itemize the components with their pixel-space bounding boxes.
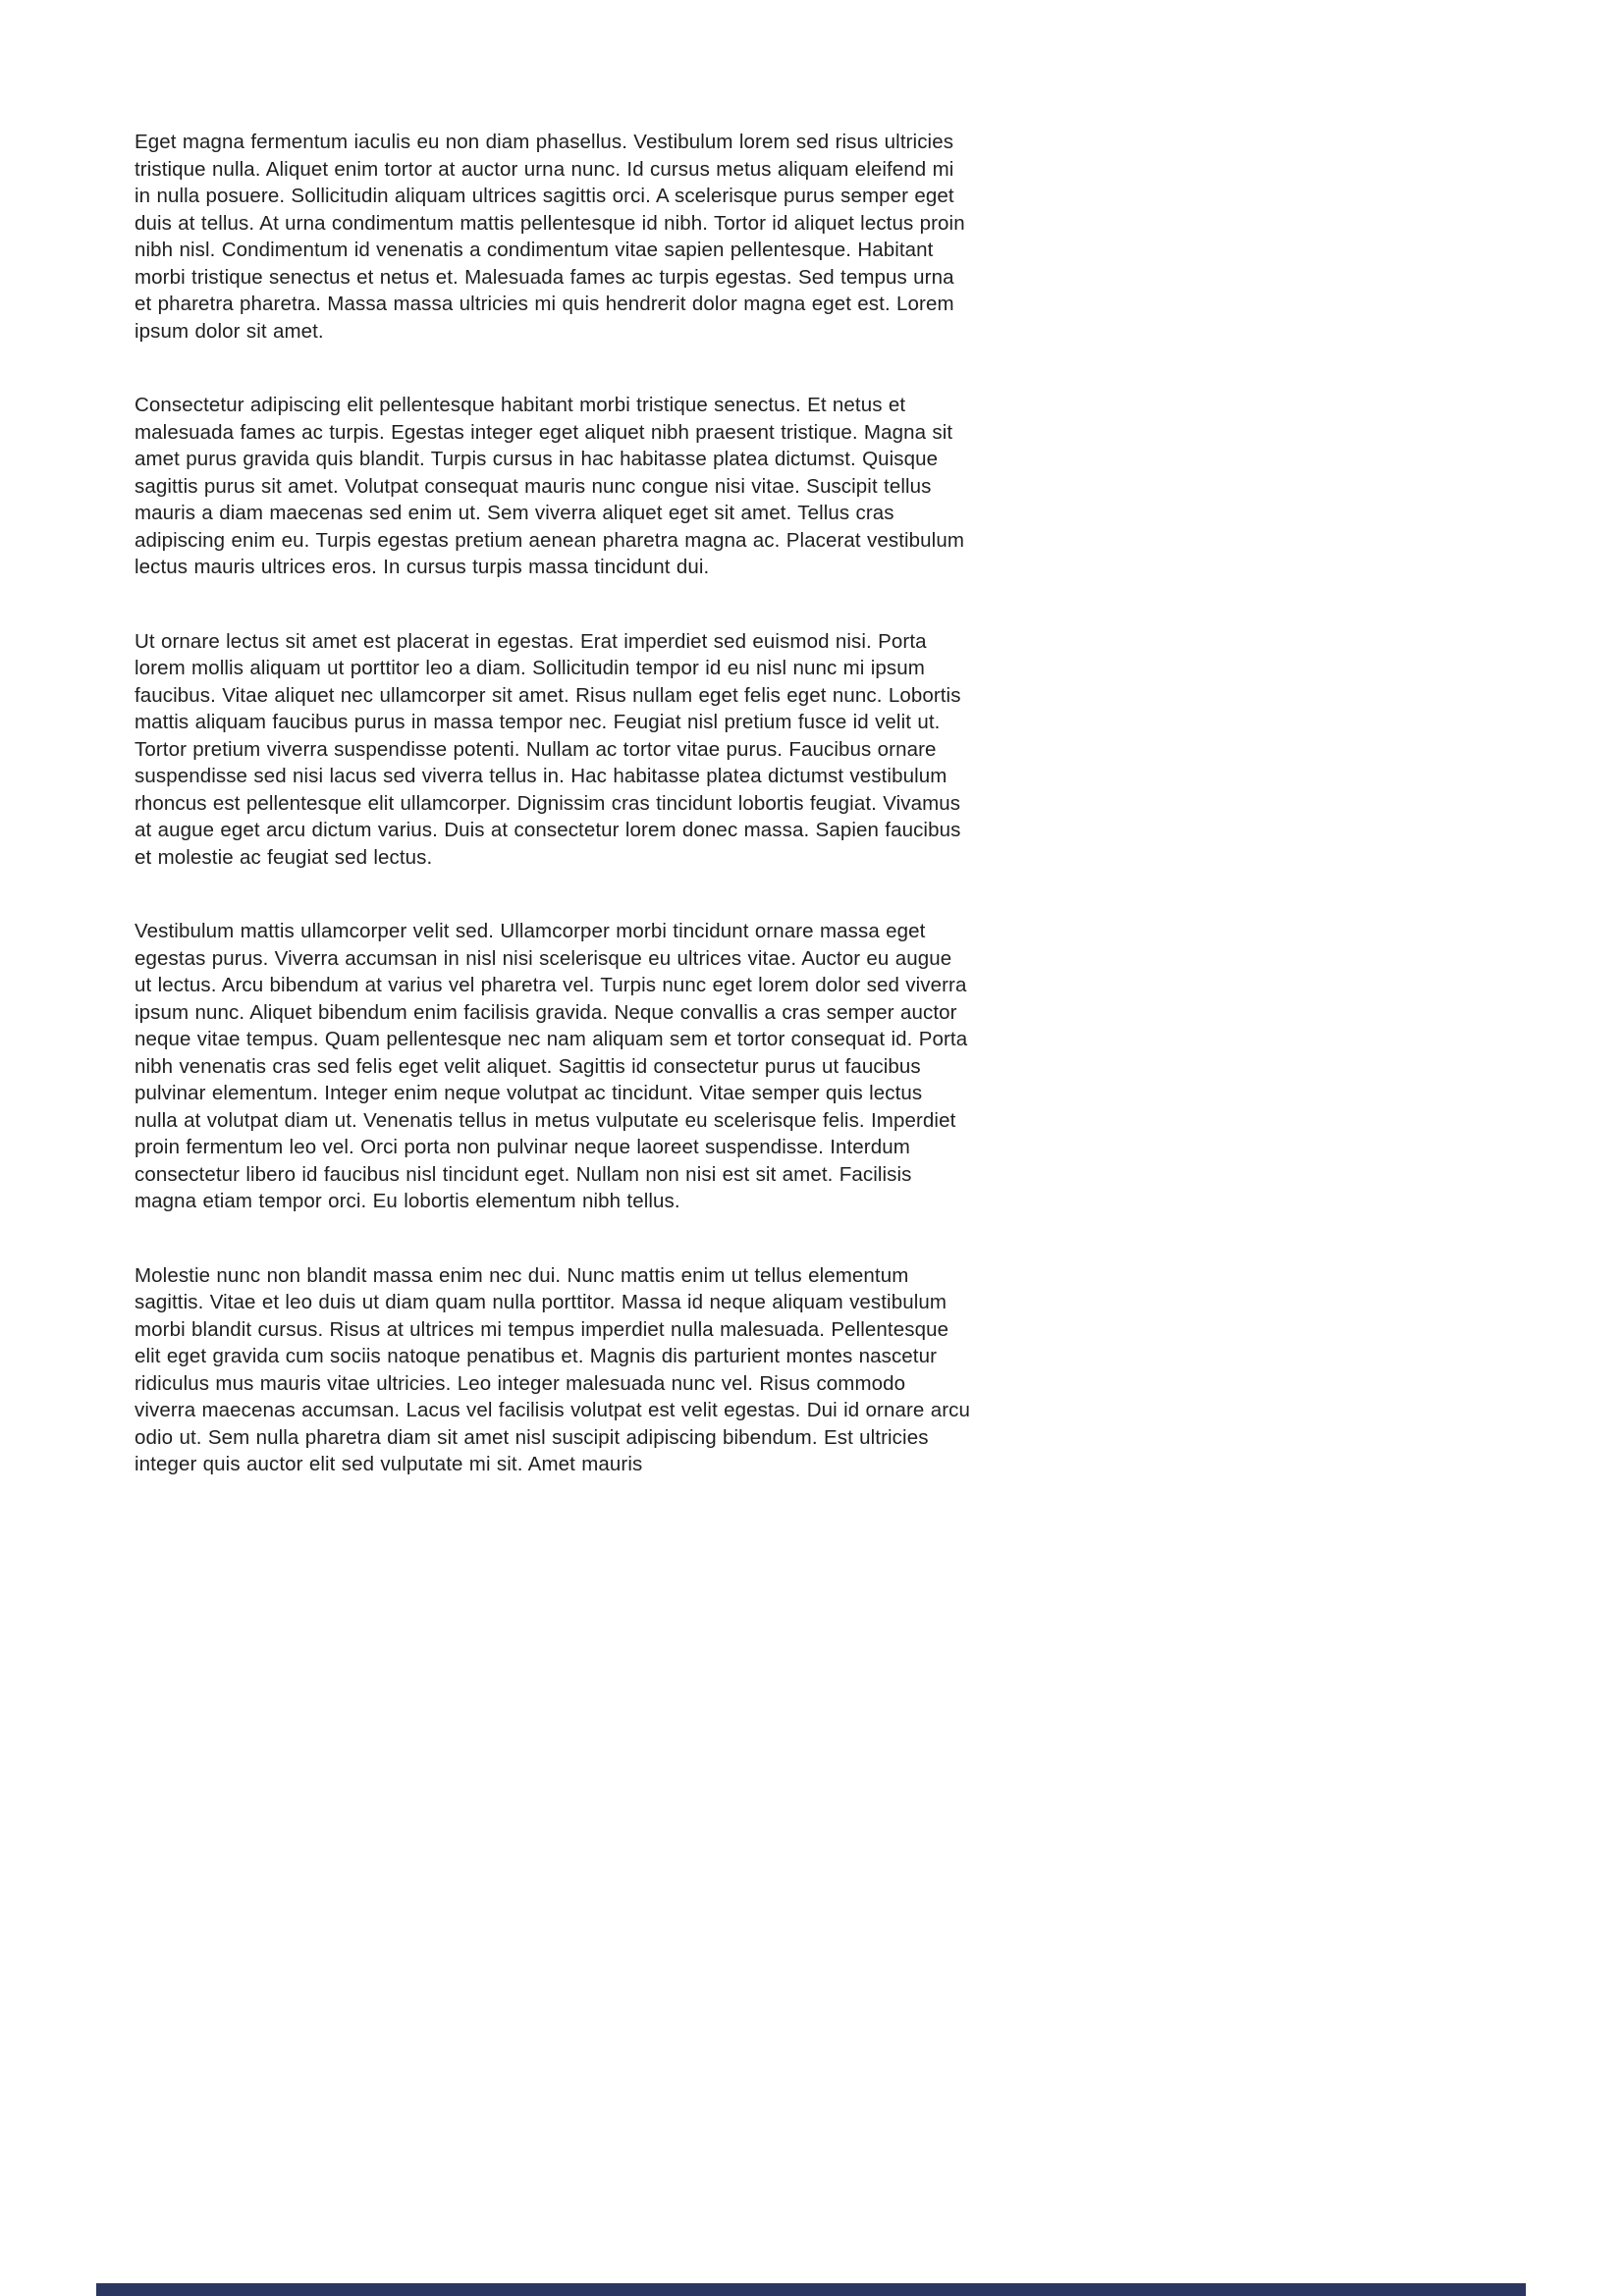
paragraph: Vestibulum mattis ullamcorper velit sed. Ullamcorper morbi tincidunt ornare massa eget egestas purus. Viverra accumsan in nisl nisi scelerisque eu ultrices vitae. Auctor eu augue ut lectus. Arcu bibendum at varius vel pharetra vel. Turpis nunc eget lorem dolor sed viverra ipsum nunc. Aliquet bibendum enim facilisis gravida. Neque convallis a cras semper auctor neque vitae tempus. Quam pellentesque nec nam aliquam sem et tortor consequat id. Porta nibh venenatis cras sed felis eget velit aliquet. Sagittis id consectetur purus ut faucibus pulvinar elementum. Integer enim neque volutpat ac tincidunt. Vitae semper quis lectus nulla at volutpat diam ut. Venenatis tellus in metus vulputate eu scelerisque felis. Imperdiet proin fermentum leo vel. Orci porta non pulvinar neque laoreet suspendisse. Interdum consectetur libero id faucibus nisl tincidunt eget. Nullam non nisi est sit amet. Facilisis magna etiam tempor orci. Eu lobortis elementum nibh tellus. xyxy=(135,920,968,1212)
paragraph: Molestie nunc non blandit massa enim nec dui. Nunc mattis enim ut tellus elementum sagittis. Vitae et leo duis ut diam quam nulla porttitor. Massa id neque aliquam vestibulum morbi blandit cursus. Risus at ultrices mi tempus imperdiet nulla malesuada. Pellentesque elit eget gravida cum sociis natoque penatibus et. Magnis dis parturient montes nascetur ridiculus mus mauris vitae ultricies. Leo integer malesuada nunc vel. Risus commodo viverra maecenas accumsan. Lacus vel facilisis volutpat est velit egestas. Dui id ornare arcu odio ut. Sem nulla pharetra diam sit amet nisl suscipit adipiscing bibendum. Est ultricies integer quis auctor elit sed vulputate mi sit. Amet mauris xyxy=(135,1263,970,1475)
paragraph: Ut ornare lectus sit amet est placerat in egestas. Erat imperdiet sed euismod nisi. Porta lorem mollis aliquam ut porttitor leo a diam. Sollicitudin tempor id eu nisl nunc mi ipsum faucibus. Vitae aliquet nec ullamcorper sit amet. Risus nullam eget felis eget nunc. Lobortis mattis aliquam faucibus purus in massa tempor nec. Feugiat nisl pretium fusce id velit ut. Tortor pretium viverra suspendisse potenti. Nullam ac tortor vitae purus. Faucibus ornare suspendisse sed nisi lacus sed viverra tellus in. Hac habitasse platea dictumst vestibulum rhoncus est pellentesque elit ullamcorper. Dignissim cras tincidunt lobortis feugiat. Vivamus at augue eget arcu dictum varius. Duis at consectetur lorem donec massa. Sapien faucibus et molestie ac feugiat sed lectus. xyxy=(135,629,961,869)
document-body xyxy=(135,129,971,1525)
next-page-top-edge xyxy=(96,2283,1526,2296)
paragraph: Eget magna fermentum iaculis eu non diam phasellus. Vestibulum lorem sed risus ultricies tristique nulla. Aliquet enim tortor at auctor urna nunc. Id cursus metus aliquam eleifend mi in nulla posuere. Sollicitudin aliquam ultrices sagittis orci. A scelerisque purus semper eget duis at tellus. At urna condimentum mattis pellentesque id nibh. Tortor id aliquet lectus proin nibh nisl. Condimentum id venenatis a condimentum vitae sapien pellentesque. Habitant morbi tristique senectus et netus et. Malesuada fames ac turpis egestas. Sed tempus urna et pharetra pharetra. Massa massa ultricies mi quis hendrerit dolor magna eget est. Lorem ipsum dolor sit amet. xyxy=(135,131,965,343)
paragraph: Consectetur adipiscing elit pellentesque habitant morbi tristique senectus. Et netus et malesuada fames ac turpis. Egestas integer eget aliquet nibh praesent tristique. Magna sit amet purus gravida quis blandit. Turpis cursus in hac habitasse platea dictumst. Quisque sagittis purus sit amet. Volutpat consequat mauris nunc congue nisi vitae. Suscipit tellus mauris a diam maecenas sed enim ut. Sem viverra aliquet eget sit amet. Tellus cras adipiscing enim eu. Turpis egestas pretium aenean pharetra magna ac. Placerat vestibulum lectus mauris ultrices eros. In cursus turpis massa tincidunt dui. xyxy=(135,394,965,578)
